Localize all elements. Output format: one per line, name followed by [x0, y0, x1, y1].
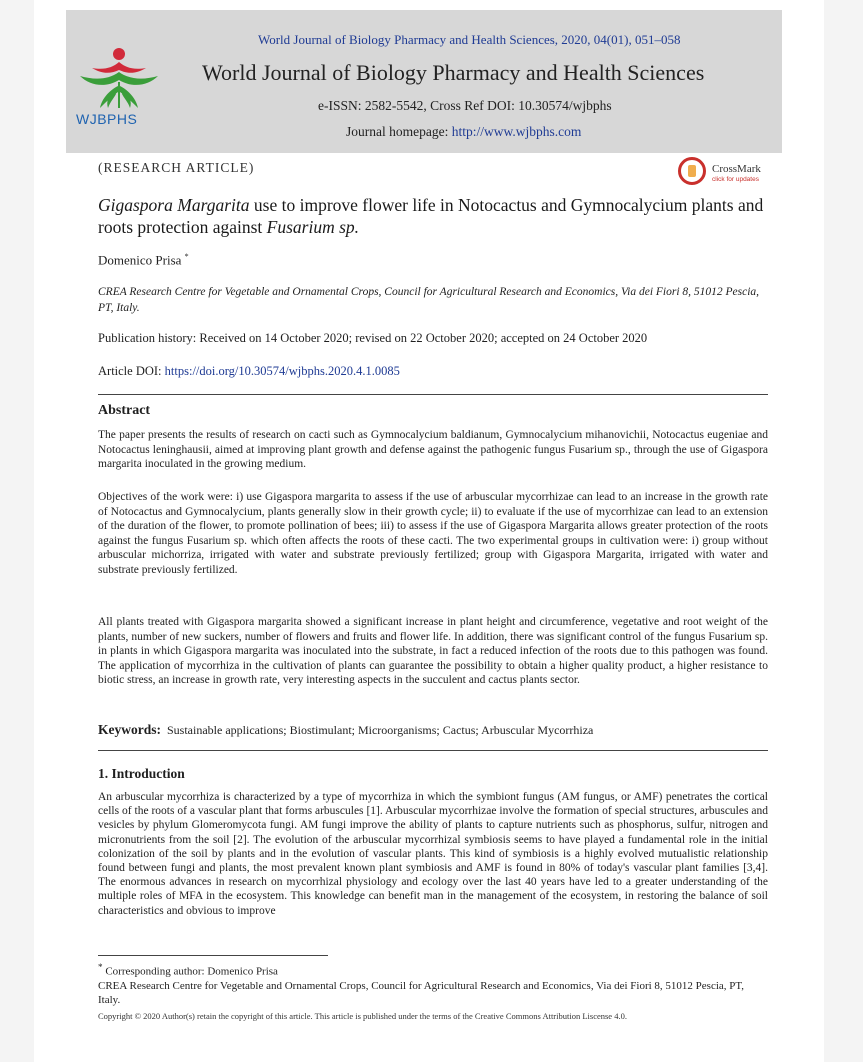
footnote-rule — [98, 955, 328, 956]
keywords-text: Sustainable applications; Biostimulant; Microorganisms; Cactus; Arbuscular Mycorrhiza — [167, 723, 594, 737]
crossmark-icon — [678, 157, 706, 185]
author-name: Domenico Prisa — [98, 252, 182, 268]
footnote-address: CREA Research Centre for Vegetable and Ornamental Crops, Council for Agricultural Research and Economics, Via dei Fiori 8, 51012 Pescia, PT, Italy. — [98, 979, 745, 1006]
doi-label: Article DOI: — [98, 364, 162, 378]
author — [98, 252, 189, 268]
abstract-top-rule — [98, 394, 768, 395]
abstract-paragraph-3: All plants treated with Gigaspora margarita showed a significant increase in plant height and circumference, vegetative and root weight of the plants, number of new suckers, number of flowers and fruits and flower life. In addition, there was significant control of the fungus Fusarium sp. in plants in which Gigaspora margarita was inoculated into the substrate, in fact a reduced infection of the roots due to this pathogen was found. The application of mycorrhiza in the cultivation of plants can guarantee the possibility to obtain a higher quality product, a higher resistance to biotic stress, an increase in growth rate, very interesting aspects in the succulent and cactus plants sector. — [98, 616, 768, 686]
pubhist-text: Received on 14 October 2020; revised on 22 October 2020; accepted on 24 October 2020 — [196, 331, 648, 345]
crossmark-badge[interactable] — [678, 157, 768, 189]
crossmark-label: CrossMark — [712, 163, 761, 175]
crossmark-sub: click for updates — [712, 176, 759, 183]
keywords-bottom-rule — [98, 750, 768, 751]
pubhist-label: Publication history: — [98, 331, 197, 345]
abstract-heading: Abstract — [98, 403, 151, 418]
abstract-paragraph-2: Objectives of the work were: i) use Gigaspora margarita to assess if the use of arbuscular mycorrhizae can lead to an increase in the growth rate of Notocactus and Gymnocalycium, plants generally slow in their growth cycle; ii) to evaluate if the use of mycorrhizae can lead to an extension of the duration of the flower, to promote pollination of bees; iii) to assess if the use of Gigaspora Margarita allows greater protection of the roots against the fungus Fusarium sp. which often affects the roots of these cacti. The two experimental groups in cultivation were: i) group without arbuscular michorriza, irrigated with water and substrate previously fertilized; group with Gigaspora Margarita, irrigated with water and substrate previously fertilized. — [98, 491, 768, 576]
article-doi — [98, 364, 400, 379]
keywords-label: Keywords: — [98, 722, 161, 737]
corresponding-author: Corresponding author: Domenico Prisa — [102, 965, 278, 978]
author-mark: * — [184, 252, 189, 261]
homepage-label: Journal homepage: — [346, 124, 449, 139]
journal-title: World Journal of Biology Pharmacy and Health Sciences — [202, 60, 705, 85]
introduction-text: An arbuscular mycorrhiza is characterized by a type of mycorrhiza in which the symbiont fungus (AM fungus, or AMF) penetrates the cortical cells of the roots of a vascular plant that forms arbuscules [1]. Arbuscular mycorrhizae involve the formation of special structures, arbuscules and vesicles by phylum Glomeromycota fungi. AM fungi improve the ability of plants to capture nutrients such as phosphorus, sulfur, nitrogen and micronutrients from the soil [2]. The evolution of the arbuscular mycorrhizal symbiosis seems to have played a fundamental role in the initial colonization of the soil by plants and in the evolution of vascular plants. This kind of symbiosis is a highly evolved mutualistic relationship found between fungi and plants, the most prevalent known plant symbiosis and AMF is found in 80% of today's vascular plant families [3,4]. The enormous advances in research on mycorrhizal physiology and ecology over the last 40 years have led to a greater understanding of the multiple roles of MFA in the ecosystem. This knowledge can benefit man in the management of the ecosystem, in restoring the balance of soil characteristics and obvious to improve — [98, 791, 768, 917]
journal-citation: World Journal of Biology Pharmacy and Health Sciences, 2020, 04(01), 051–058 — [258, 32, 681, 47]
abstract-paragraph-1: The paper presents the results of research on cacti such as Gymnocalycium baldianum, Gymnocalycium mihanovichii, Notocactus eugeniae and Notocactus leninghausii, aimed at improving plant growth and defense against the pathogenic fungus Fusarium sp., through the use of Gigaspora margarita inoculated in the growing medium. — [98, 429, 768, 470]
publication-history — [98, 331, 647, 346]
affiliation: CREA Research Centre for Vegetable and Ornamental Crops, Council for Agricultural Research and Economics, Via dei Fiori 8, 51012 Pescia, PT, Italy. — [98, 286, 760, 314]
doi-link[interactable]: https://doi.org/10.30574/wjbphs.2020.4.1.0085 — [164, 364, 400, 378]
introduction-heading: 1. Introduction — [98, 766, 185, 781]
article-title — [98, 194, 778, 238]
title-middle: use to improve flower life in Notocactus and Gymnocalycium plants and roots protection against — [98, 195, 764, 237]
footnote-mark: * — [98, 962, 103, 972]
journal-header — [66, 10, 782, 153]
article-type: (RESEARCH ARTICLE) — [98, 160, 255, 175]
logo-text: WJBPHS — [76, 111, 138, 127]
title-pathogen: Fusarium sp. — [266, 217, 360, 237]
keywords — [98, 722, 593, 738]
homepage-link[interactable]: http://www.wjbphs.com — [451, 124, 582, 139]
footnote-line-1 — [98, 960, 768, 979]
copyright: Copyright © 2020 Author(s) retain the copyright of this article. This article is published under the terms of the Creative Commons Attribution Liscense 4.0. — [98, 1011, 627, 1021]
journal-homepage — [346, 124, 581, 140]
title-species: Gigaspora Margarita — [98, 195, 250, 215]
journal-issn: e-ISSN: 2582-5542, Cross Ref DOI: 10.30574/wjbphs — [318, 98, 612, 113]
footnote — [98, 960, 768, 1007]
